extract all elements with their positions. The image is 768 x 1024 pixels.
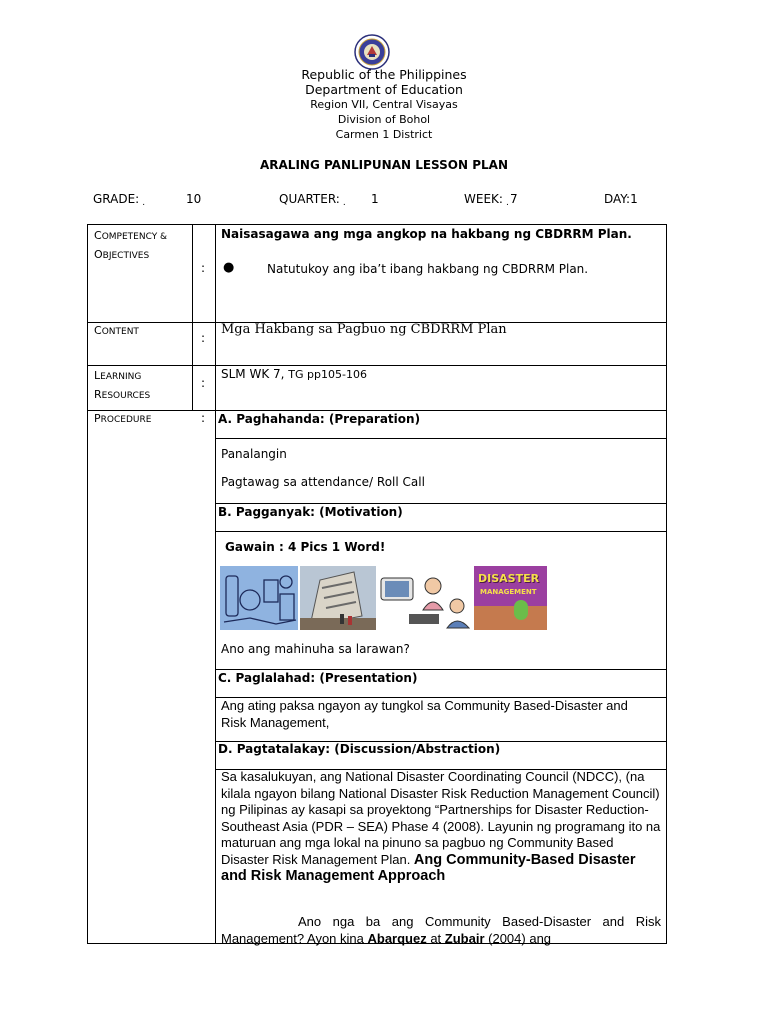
discussion-heading: D. Pagtatalakay: (Discussion/Abstraction) (218, 742, 501, 756)
prayer-item: Panalangin (221, 447, 287, 461)
procedure-label: PROCEDURE (94, 412, 152, 425)
competency-objective: Natutukoy ang iba’t ibang hakbang ng CBDRRM Plan. (267, 262, 589, 276)
header-republic: Republic of the Philippines (301, 67, 467, 82)
week-label: WEEK: . (464, 192, 509, 208)
lesson-plan-table (87, 224, 667, 944)
grade-value: 10 (186, 192, 202, 206)
competency-colon: : (201, 261, 206, 275)
resources-colon: : (201, 376, 206, 390)
emergency-items-picture (220, 566, 298, 630)
bullet-icon: ● (223, 260, 235, 275)
discussion-paragraph: Sa kasalukuyan, ang National Disaster Coordinating Council (NDCC), (na kilala ngayon bilang National Disaster Risk Reduction Management Council) ng Pilipinas ay kasapi sa proyektong “Partnerships for Disaster Reduction-Southeast Asia (PDR – SEA) Phase 4 (2008). Layunin ng programang ito na maturuan ang mga lokal na pinuno sa pagbuo ng Community Based Disaster Risk Management Plan. Ang Community-Based Disaster and Risk Management Approach (221, 769, 661, 884)
preparation-heading: A. Paghahanda: (Preparation) (218, 412, 421, 426)
week-value: 7 (510, 192, 518, 206)
content-label: CONTENT (94, 324, 139, 337)
grade-label: GRADE: . (93, 192, 146, 208)
header-region: Region VII, Central Visayas (310, 98, 458, 111)
presentation-heading: C. Paglalahad: (Presentation) (218, 671, 418, 685)
header-district: Carmen 1 District (335, 128, 433, 141)
lesson-plan-title: ARALING PANLIPUNAN LESSON PLAN (259, 158, 508, 172)
resources-value: SLM WK 7, TG pp105-106 (221, 367, 367, 381)
content-colon: : (201, 331, 206, 345)
roll-call-item: Pagtawag sa attendance/ Roll Call (221, 475, 425, 489)
disaster-management-picture (474, 566, 547, 630)
competency-title: Naisasagawa ang mga angkop na hakbang ng CBDRRM Plan. (221, 227, 632, 241)
discussion-paragraph-2: Ano nga ba ang Community Based-Disaster and Risk Management? Ayon kina Abarquez at Zubair (2004) ang (221, 914, 661, 946)
disaster-pic-text: DISASTER (478, 572, 540, 585)
news-broadcast-picture (379, 566, 471, 630)
day-label: DAY:1 (604, 192, 638, 206)
header-division: Division of Bohol (337, 113, 431, 126)
procedure-colon: : (201, 411, 206, 425)
motivation-heading: B. Pagganyak: (Motivation) (218, 505, 403, 519)
collapsed-building-picture (300, 566, 376, 630)
quarter-value: 1 (371, 192, 379, 206)
learning-resources-label: LEARNING RESOURCES (94, 369, 151, 401)
management-pic-text: MANAGEMENT (480, 588, 537, 596)
deped-seal-icon (354, 34, 390, 70)
competency-label: COMPETENCY & OBJECTIVES (94, 229, 168, 261)
presentation-text: Ang ating paksa ngayon ay tungkol sa Community Based-Disaster and Risk Management, (221, 698, 628, 730)
header-department: Department of Education (305, 82, 463, 97)
gawain-label: Gawain : 4 Pics 1 Word! (225, 540, 386, 554)
quarter-label: QUARTER: . (279, 192, 346, 208)
motivation-question: Ano ang mahinuha sa larawan? (221, 642, 410, 656)
content-value: Mga Hakbang sa Pagbuo ng CBDRRM Plan (221, 322, 507, 337)
